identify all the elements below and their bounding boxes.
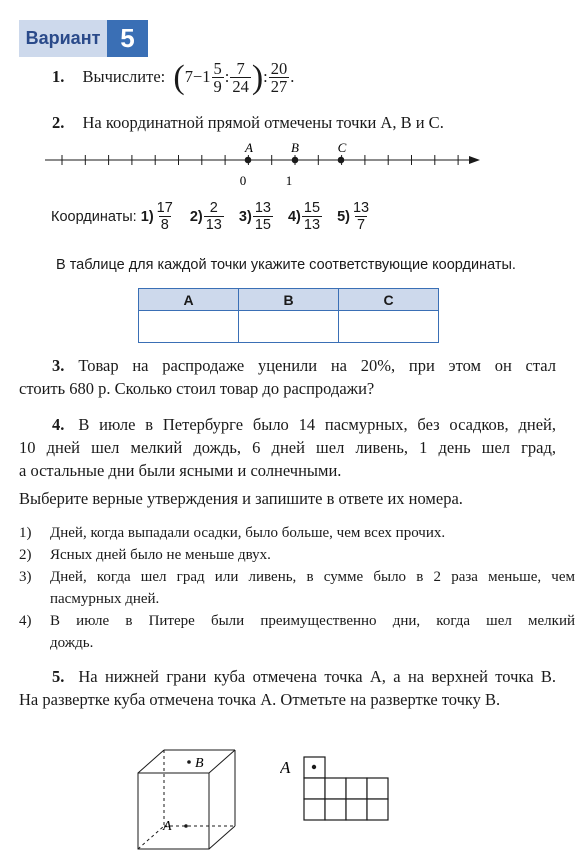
answer-table	[138, 288, 439, 343]
point-c	[338, 157, 345, 164]
cube-net	[280, 750, 410, 830]
option-key: 1)	[140, 208, 154, 225]
task-4-instruction: Выберите верные утверждения и запишите в ответе их номера.	[19, 489, 463, 508]
cube-point-b	[187, 760, 191, 764]
table-header-b: B	[239, 289, 339, 311]
variant-number: 5	[107, 20, 148, 57]
table-instruction: В таблице для каждой точки укажите соответствующие координаты.	[56, 257, 516, 273]
variant-badge	[19, 20, 148, 57]
task-5-line1: На нижней грани куба отмечена точка А, а на верхней точка В.	[78, 667, 556, 686]
fraction: $\frac{7}{24}$	[232, 59, 249, 96]
tick-label-1: 1	[285, 173, 293, 188]
option-key: 3)	[238, 208, 252, 225]
tick-label-0: 0	[239, 173, 247, 188]
option-fraction: $\frac{13}{7}$	[352, 200, 370, 233]
fraction: $\frac{20}{27}$	[270, 59, 288, 96]
task-1-expression: (7−1 $\frac{5}{9}$ : $\frac{7}{24}$ ): $\frac{20}{27}$ .	[173, 59, 295, 96]
option-key: 5)	[337, 208, 350, 225]
task-4-number: 4.	[52, 415, 65, 434]
answer-cell-a[interactable]	[139, 311, 239, 343]
cube-label-b: B	[195, 756, 204, 771]
task-3-number: 3.	[52, 356, 65, 375]
fraction: $\frac{5}{9}$	[213, 59, 222, 96]
cube-point-a	[184, 824, 188, 828]
task-1	[52, 61, 294, 95]
number-line	[45, 138, 480, 190]
cube-label-a: A	[163, 819, 172, 834]
option-fraction: $\frac{2}{13}$	[205, 200, 222, 233]
task-3-line2: стоить 680 р. Сколько стоил товар до распродажи?	[19, 379, 375, 398]
point-label-c: C	[337, 140, 347, 155]
table-header-c: C	[339, 289, 439, 311]
task-5-number: 5.	[52, 667, 65, 686]
point-label-b: B	[291, 140, 299, 155]
point-b	[292, 157, 299, 164]
task-3-line1: Товар на распродаже уценили на 20%, при этом он стал	[78, 356, 556, 375]
task-4	[52, 414, 556, 436]
net-point-a	[312, 765, 316, 769]
answer-cell-b[interactable]	[239, 311, 339, 343]
net-label-a: A	[280, 758, 291, 777]
option-key: 2)	[189, 208, 203, 225]
coordinate-options	[51, 200, 372, 234]
variant-label: Вариант	[19, 20, 107, 57]
net-cells	[304, 757, 388, 820]
statement-3: 3) Дней, когда шел град или ливень, в сумме было в 2 раза меньше, чем пасмурных дней.	[19, 569, 575, 607]
task-5	[52, 666, 556, 688]
option-fraction: $\frac{15}{13}$	[303, 200, 321, 233]
option-fraction: $\frac{17}{8}$	[156, 200, 173, 233]
coordinates-label: Координаты:	[51, 208, 137, 225]
task-1-text: Вычислите:	[82, 66, 166, 86]
task-5-line2: На развертке куба отмечена точка А. Отметьте на развертке точку В.	[19, 690, 501, 709]
table-header-a: A	[139, 289, 239, 311]
task-2-text: На координатной прямой отмечены точки A, B и C.	[82, 113, 444, 132]
answer-cell-c[interactable]	[339, 311, 439, 343]
task-2	[52, 112, 444, 134]
option-key: 4)	[287, 208, 301, 225]
task-4-line1: В июле в Петербурге было 14 пасмурных, без осадков, дней,	[78, 415, 556, 434]
statement-4: 4) В июле в Питере были преимущественно дни, когда шел мелкий дождь.	[19, 613, 575, 651]
task-4-line3: а остальные дни были ясными и солнечными.	[19, 461, 342, 480]
task-4-line2: 10 дней шел мелкий дождь, 6 дней шел ливень, 1 день шел град,	[19, 438, 556, 457]
task-2-number: 2.	[52, 113, 65, 132]
point-label-a: A	[245, 140, 253, 155]
statement-2: 2) Ясных дней было не меньше двух.	[19, 547, 271, 563]
task-1-number: 1.	[52, 66, 65, 86]
statement-1: 1) Дней, когда выпадали осадки, было больше, чем всех прочих.	[19, 525, 446, 541]
cube-diagram	[132, 745, 242, 855]
option-fraction: $\frac{13}{15}$	[254, 200, 271, 233]
point-a	[245, 157, 252, 164]
task-3	[52, 355, 556, 377]
